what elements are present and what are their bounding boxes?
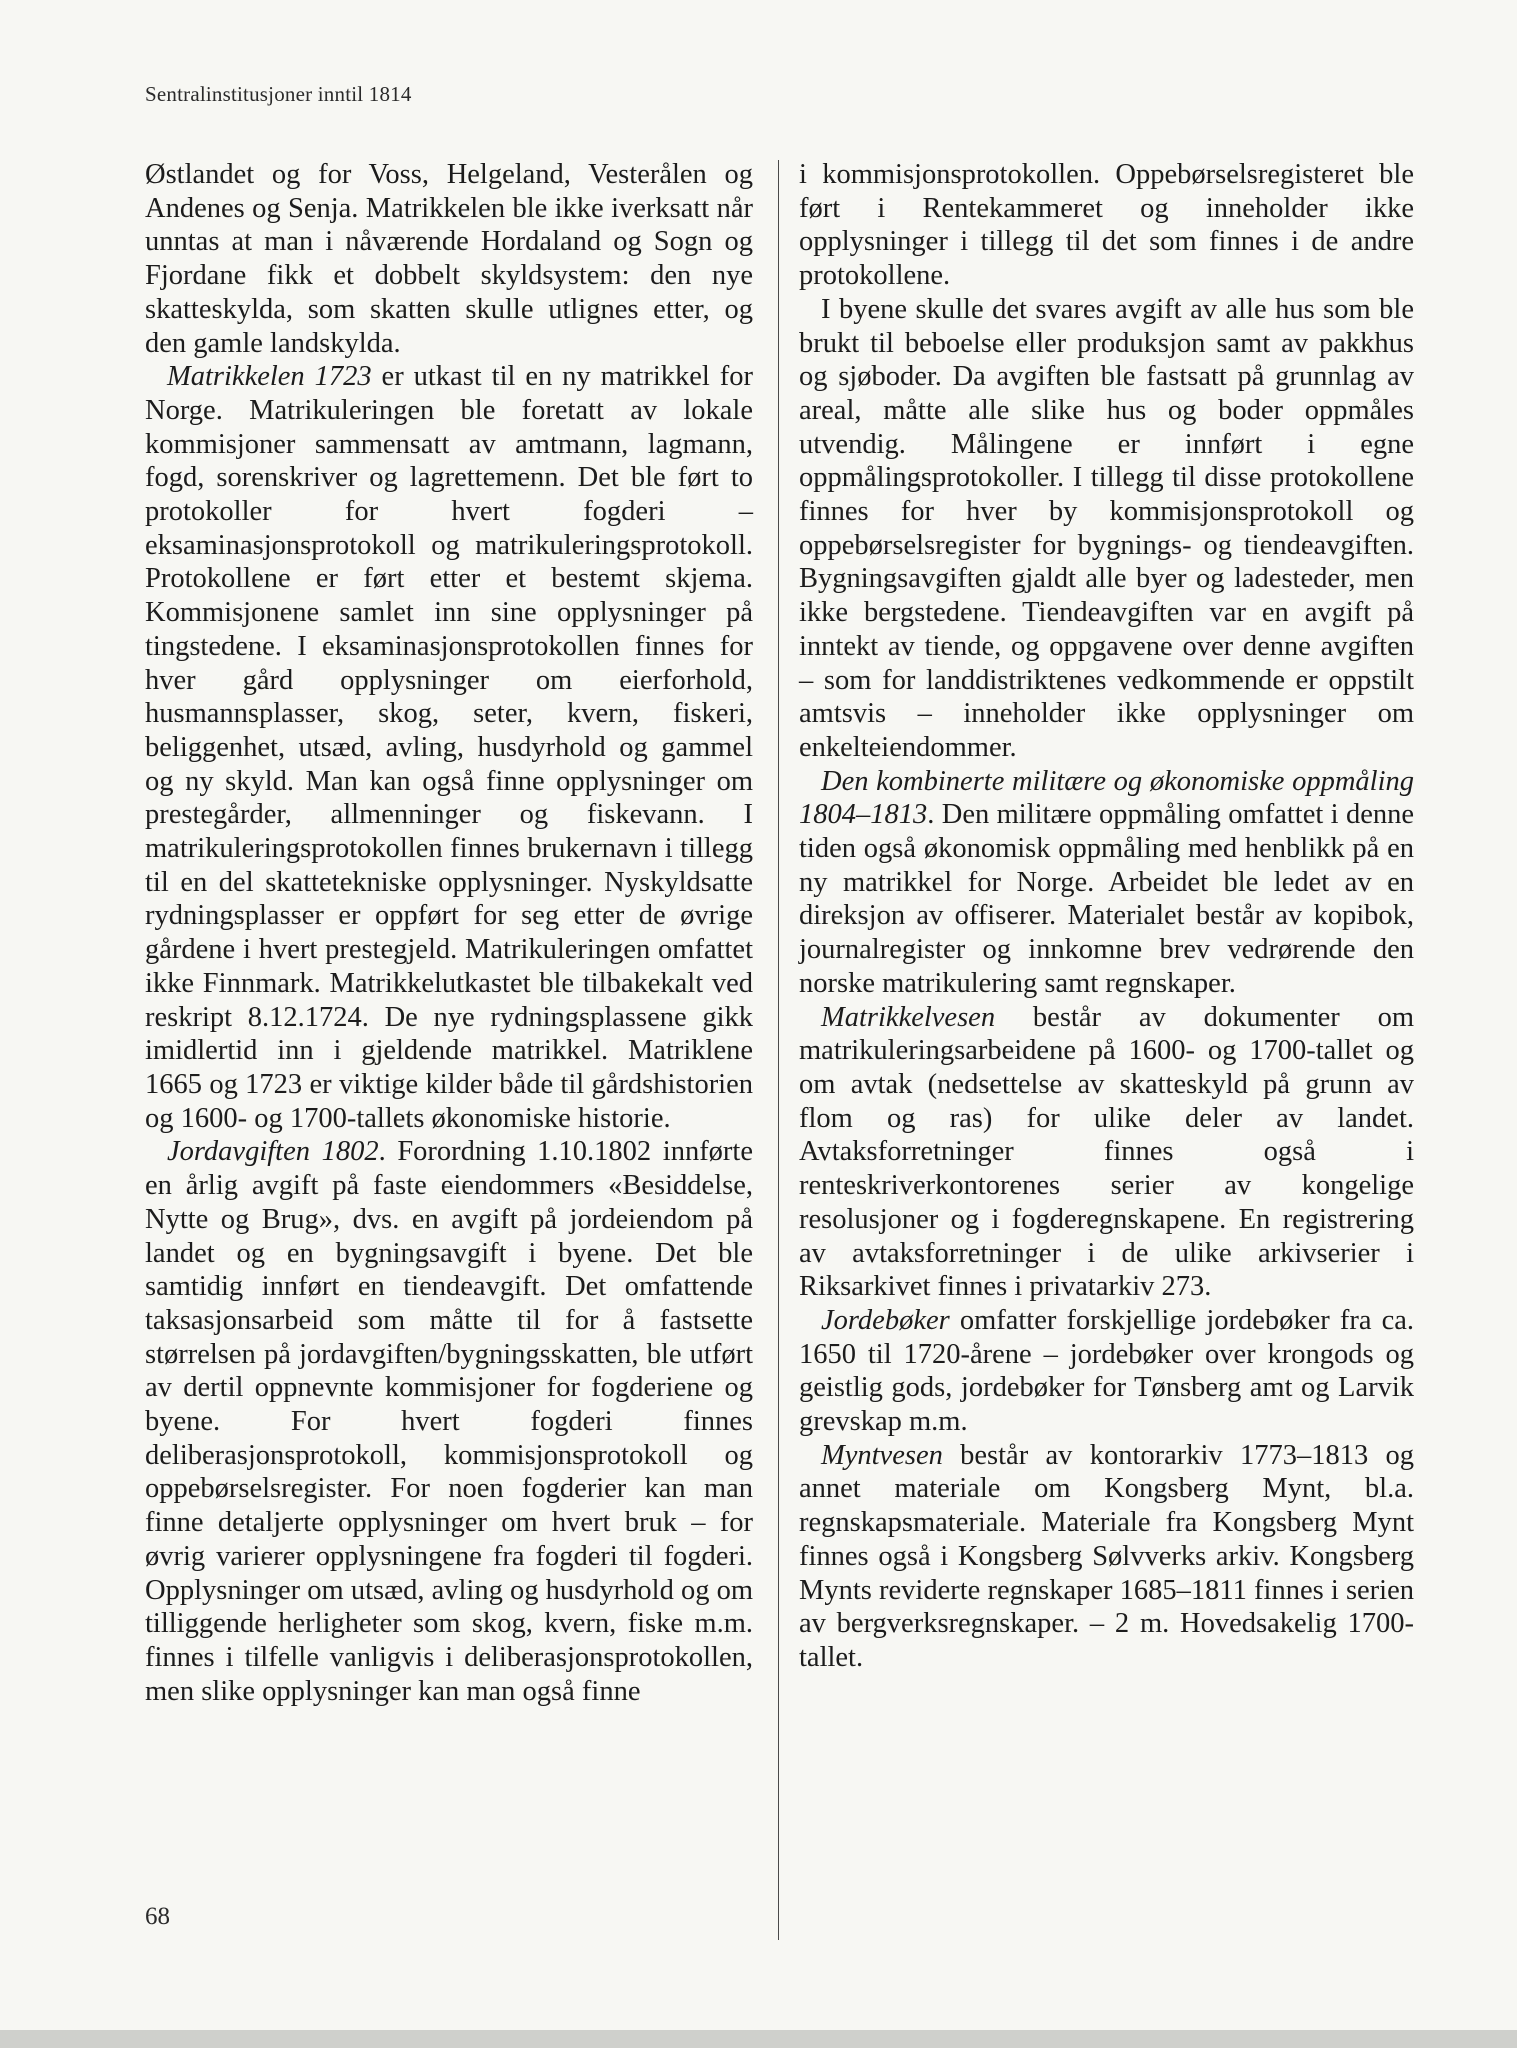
paragraph: i kommisjonsprotokollen. Oppebørselsregisteret ble ført i Rentekammeret og inneholder ikke opplysninger i tillegg til det som finnes i de andre protokollene. (799, 159, 1414, 292)
section-heading: Jordebøker (821, 1304, 950, 1336)
running-head: Sentralinstitusjoner inntil 1814 (145, 82, 412, 106)
paragraph: I byene skulle det svares avgift av alle hus som ble brukt til beboelse eller produksjon samt av pakkhus og sjøboder. Da avgiften ble fastsatt på grunnlag av areal, måtte alle slike hus og boder oppmåles utvendig. Målingene er innført i egne oppmålingsprotokoller. I tillegg til disse protokollene finnes for hver by kommisjonsprotokoll og oppebørselsregister for bygnings- og tiendeavgiften. Bygningsavgiften gjaldt alle byer og ladesteder, men ikke bergstedene. Tiendeavgiften var en avgift på inntekt av tiende, og oppgavene over denne avgiften – som for landdistriktenes vedkommende er oppstilt amtsvis – inneholder ikke opplysninger om enkelteiendommer. (799, 293, 1414, 763)
paragraph-body: består av kontorarkiv 1773–1813 og annet materiale om Kongsberg Mynt, bl.a. regnskapsmateriale. Materiale fra Kongsberg Mynt finnes også i Kongsberg Sølvverks arkiv. Kongsberg Mynts reviderte regnskaper 1685–1811 finnes i serien av bergverksregnskaper. – 2 m. Hovedsakelig 1700-tallet. (799, 1439, 1414, 1673)
right-column (799, 158, 1414, 1675)
left-column (145, 158, 753, 1708)
paragraph-myntvesen (799, 1439, 1414, 1675)
paragraph: Østlandet og for Voss, Helgeland, Vesterålen og Andenes og Senja. Matrikkelen ble ikke iverksatt når unntas at man i nåværende Hordaland og Sogn og Fjordane fikk et dobbelt skyldsystem: den nye skatteskylda, som skatten skulle utlignes etter, og den gamle landskylda. (145, 159, 753, 359)
section-heading: Matrikkelvesen (821, 1001, 996, 1033)
paragraph-jordeboker (799, 1304, 1414, 1439)
paragraph-matrikkelen-1723 (145, 360, 753, 1135)
paragraph-jordavgiften-1802 (145, 1135, 753, 1708)
section-heading: Matrikkelen 1723 (167, 361, 372, 393)
section-heading: Myntvesen (821, 1439, 943, 1471)
paragraph-body: omfatter forskjellige jordebøker fra ca. 1650 til 1720-årene – jordebøker over krongods og geistlig gods, jordebøker for Tønsberg amt og Larvik grevskap m.m. (799, 1304, 1414, 1438)
paragraph-body: . Den militære oppmåling omfattet i denne tiden også økonomisk oppmåling med henblikk på en ny matrikkel for Norge. Arbeidet ble ledet av en direksjon av offiserer. Materialet består av kopibok, journalregister og innkomne brev vedrørende den norske matrikulering samt regnskaper. (799, 799, 1414, 999)
section-heading: Jordavgiften 1802 (167, 1136, 379, 1168)
paragraph-body: består av dokumenter om matrikuleringsarbeidene på 1600- og 1700-tallet og om avtak (nedsettelse av skatteskyld på grunn av flom og ras) for ulike deler av landet. Avtaksforretninger finnes også i renteskriverkontorenes serier av kongelige resolusjoner og i fogderegnskapene. En registrering av avtaksforretninger i de ulike arkivserier i Riksarkivet finnes i privatarkiv 273. (799, 1001, 1414, 1303)
paragraph-matrikkelvesen (799, 1001, 1414, 1304)
column-rule (778, 160, 779, 1940)
paragraph-body: . Forordning 1.10.1802 innførte en årlig avgift på faste eiendommers «Besiddelse, Nytte og Brug», dvs. en avgift på jordeiendom på landet og en bygningsavgift i byene. Det ble samtidig innført en tiendeavgift. Det omfattende taksasjonsarbeid som måtte til for å fastsette størrelsen på jordavgiften/bygningsskatten, ble utført av dertil oppnevnte kommisjoner for fogderiene og byene. For hvert fogderi finnes deliberasjonsprotokoll, kommisjonsprotokoll og oppebørselsregister. For noen fogderier kan man finne detaljerte opplysninger om hvert bruk – for øvrig varierer opplysningene fra fogderi til fogderi. Opplysninger om utsæd, avling og husdyrhold og om tilliggende herligheter som skog, kvern, fiske m.m. finnes i tilfelle vanligvis i deliberasjonsprotokollen, men slike opplysninger kan man også finne (145, 1136, 753, 1707)
paragraph-body: er utkast til en ny matrikkel for Norge. Matrikuleringen ble foretatt av lokale kommisjoner sammensatt av amtmann, lagmann, fogd, sorenskriver og lagrettemenn. Det ble ført to protokoller for hvert fogderi – eksaminasjonsprotokoll og matrikuleringsprotokoll. Protokollene er ført etter et bestemt skjema. Kommisjonene samlet inn sine opplysninger på tingstedene. I eksaminasjonsprotokollen finnes for hver gård opplysninger om eierforhold, husmannsplasser, skog, seter, kvern, fiskeri, beliggenhet, utsæd, avling, husdyrhold og gammel og ny skyld. Man kan også finne opplysninger om prestegårder, allmenninger og fiskevann. I matrikuleringsprotokollen finnes brukernavn i tillegg til en del skattetekniske opplysninger. Nyskyldsatte rydningsplasser er oppført for seg etter de øvrige gårdene i hvert prestegjeld. Matrikuleringen omfattet ikke Finnmark. Matrikkelutkastet ble tilbakekalt ved reskript 8.12.1724. De nye rydningsplassene gikk imidlertid inn i gjeldende matrikkel. Matriklene 1665 og 1723 er viktige kilder både til gårdshistorien og 1600- og 1700-tallets økonomiske historie. (145, 361, 753, 1134)
section-heading: Den kombinerte militære og økonomiske oppmåling 1804–1813 (799, 765, 1414, 831)
paragraph-kombinerte-oppmaling (799, 765, 1414, 1001)
page-number: 68 (145, 1903, 170, 1930)
